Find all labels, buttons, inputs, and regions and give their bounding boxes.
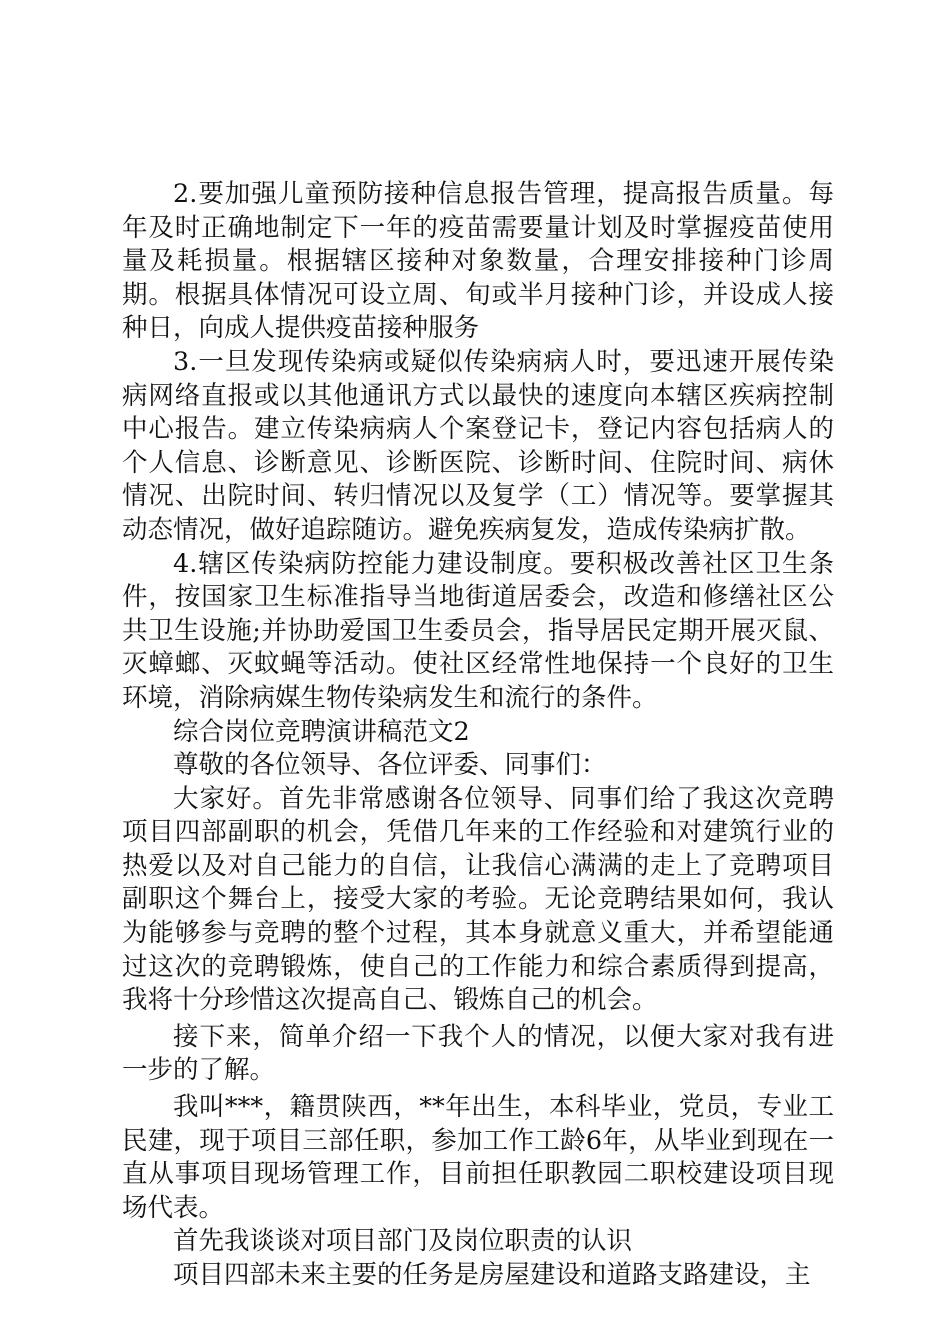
paragraph-greeting: 大家好。首先非常感谢各位领导、同事们给了我这次竞聘项目四部副职的机会，凭借几年来的工作经验和对建筑行业的热爱以及对自己能力的自信，让我信心满满的走上了竞聘项目副职这个舞台上，接受大家的考验。无论竞聘结果如何，我认为能够参与竞聘的整个过程，其本身就意义重大，并希望能通过这次的竞聘锻炼，使自己的工作能力和综合素质得到提高，我将十分珍惜这次提高自己、锻炼自己的机会。 [122, 783, 834, 1016]
salutation: 尊敬的各位领导、各位评委、同事们： [173, 750, 607, 781]
paragraph-subheading: 首先我谈谈对项目部门及岗位职责的认识 [173, 1226, 633, 1257]
document-body [122, 178, 834, 1293]
paragraph-project-tasks: 项目四部未来主要的任务是房屋建设和道路支路建设，主 [173, 1260, 811, 1290]
paragraph-prevention-capacity: 4.辖区传染病防控能力建设制度。要积极改善社区卫生条件，按国家卫生标准指导当地街道居委会，改造和修缮社区公共卫生设施;并协助爱国卫生委员会，指导居民定期开展灭鼠、灭蟑螂、灭蚊蝇等活动。使社区经常性地保持一个良好的卫生环境，消除病媒生物传染病发生和流行的条件。 [122, 548, 834, 713]
section-title: 综合岗位竞聘演讲稿范文2 [173, 716, 470, 747]
paragraph-introduction: 接下来，简单介绍一下我个人的情况，以便大家对我有进一步的了解。 [122, 1021, 834, 1086]
paragraph-infectious-disease-reporting: 3.一旦发现传染病或疑似传染病病人时，要迅速开展传染病网络直报或以其他通讯方式以最快的速度向本辖区疾病控制中心报告。建立传染病病人个案登记卡，登记内容包括病人的个人信息、诊断意见、诊断医院、诊断时间、住院时间、病休情况、出院时间、转归情况以及复学（工）情况等。要掌握其动态情况，做好追踪随访。避免疾病复发，造成传染病扩散。 [122, 346, 834, 545]
paragraph-personal-info: 我叫***，籍贯陕西，**年出生，本科毕业，党员，专业工民建，现于项目三部任职，参加工作工龄6年，从毕业到现在一直从事项目现场管理工作，目前担任职教园二职校建设项目现场代表。 [122, 1092, 834, 1223]
paragraph-vaccination-reporting: 2.要加强儿童预防接种信息报告管理，提高报告质量。每年及时正确地制定下一年的疫苗需要量计划及时掌握疫苗使用量及耗损量。根据辖区接种对象数量，合理安排接种门诊周期。根据具体情况可设立周、旬或半月接种门诊，并设成人接种日，向成人提供疫苗接种服务 [122, 179, 834, 344]
